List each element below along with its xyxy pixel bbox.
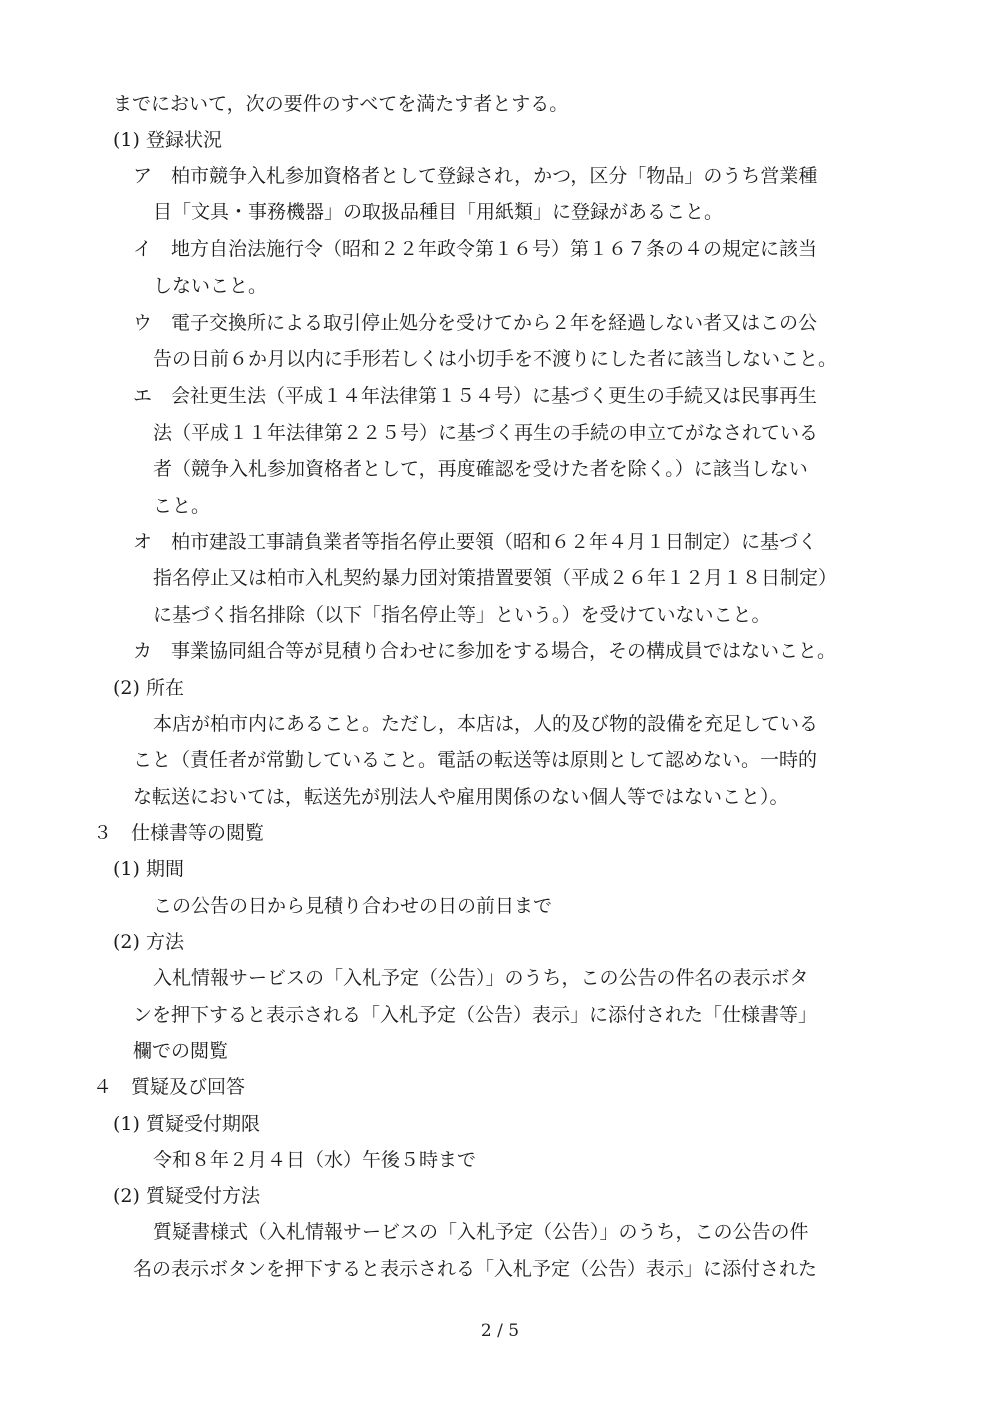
text-line: エ 会社更生法（平成１４年法律第１５４号）に基づく更生の手続又は民事再生: [133, 385, 818, 407]
text-line: カ 事業協同組合等が見積り合わせに参加をする場合，その構成員ではないこと。: [133, 640, 837, 662]
text-line: イ 地方自治法施行令（昭和２２年政令第１６号）第１６７条の４の規定に該当: [133, 238, 818, 260]
text-line: 質疑書様式（入札情報サービスの「入札予定（公告）」のうち，この公告の件: [153, 1221, 809, 1243]
text-line: ンを押下すると表示される「入札予定（公告）表示」に添付された「仕様書等」: [133, 1004, 818, 1026]
text-line: この公告の日から見積り合わせの日の前日まで: [153, 895, 553, 917]
text-line: までにおいて，次の要件のすべてを満たす者とする。: [113, 93, 569, 115]
page-indicator: 2 / 5: [480, 1321, 520, 1341]
text-line: 目「文具・事務機器」の取扱品種目「用紙類」に登録があること。: [153, 201, 724, 223]
text-line: (1) 質疑受付期限: [113, 1113, 260, 1135]
text-line: (2) 所在: [113, 677, 184, 699]
text-line: 指名停止又は柏市入札契約暴力団対策措置要領（平成２６年１２月１８日制定）: [153, 567, 838, 589]
text-line: しないこと。: [153, 275, 268, 297]
text-line: ア 柏市競争入札参加資格者として登録され，かつ，区分「物品」のうち営業種: [133, 165, 818, 187]
text-line: 欄での閲覧: [133, 1040, 229, 1062]
text-line: オ 柏市建設工事請負業者等指名停止要領（昭和６２年４月１日制定）に基づく: [133, 531, 818, 553]
text-line: 法（平成１１年法律第２２５号）に基づく再生の手続の申立てがなされている: [153, 422, 819, 444]
text-line: 本店が柏市内にあること。ただし，本店は，人的及び物的設備を充足している: [153, 713, 819, 735]
text-line: 令和８年２月４日（水）午後５時まで: [153, 1149, 477, 1171]
text-line: (1) 期間: [113, 858, 184, 880]
text-line: な転送においては，転送先が別法人や雇用関係のない個人等ではないこと）。: [133, 786, 789, 808]
text-line: こと。: [153, 495, 211, 517]
text-line: (1) 登録状況: [113, 129, 222, 151]
text-line: (2) 質疑受付方法: [113, 1185, 260, 1207]
text-line: ３ 仕様書等の閲覧: [93, 822, 265, 844]
text-line: ４ 質疑及び回答: [93, 1076, 246, 1098]
text-line: 告の日前６か月以内に手形若しくは小切手を不渡りにした者に該当しないこと。: [153, 348, 838, 370]
text-line: こと（責任者が常勤していること。電話の転送等は原則として認めない。一時的: [133, 749, 818, 771]
text-line: 名の表示ボタンを押下すると表示される「入札予定（公告）表示」に添付された: [133, 1258, 818, 1280]
text-line: に基づく指名排除（以下「指名停止等」という。）を受けていないこと。: [153, 604, 771, 626]
text-line: 入札情報サービスの「入札予定（公告）」のうち，この公告の件名の表示ボタ: [153, 967, 809, 989]
text-line: (2) 方法: [113, 931, 184, 953]
text-line: 者（競争入札参加資格者として，再度確認を受けた者を除く。）に該当しない: [153, 458, 808, 480]
text-line: ウ 電子交換所による取引停止処分を受けてから２年を経過しない者又はこの公: [133, 312, 818, 334]
